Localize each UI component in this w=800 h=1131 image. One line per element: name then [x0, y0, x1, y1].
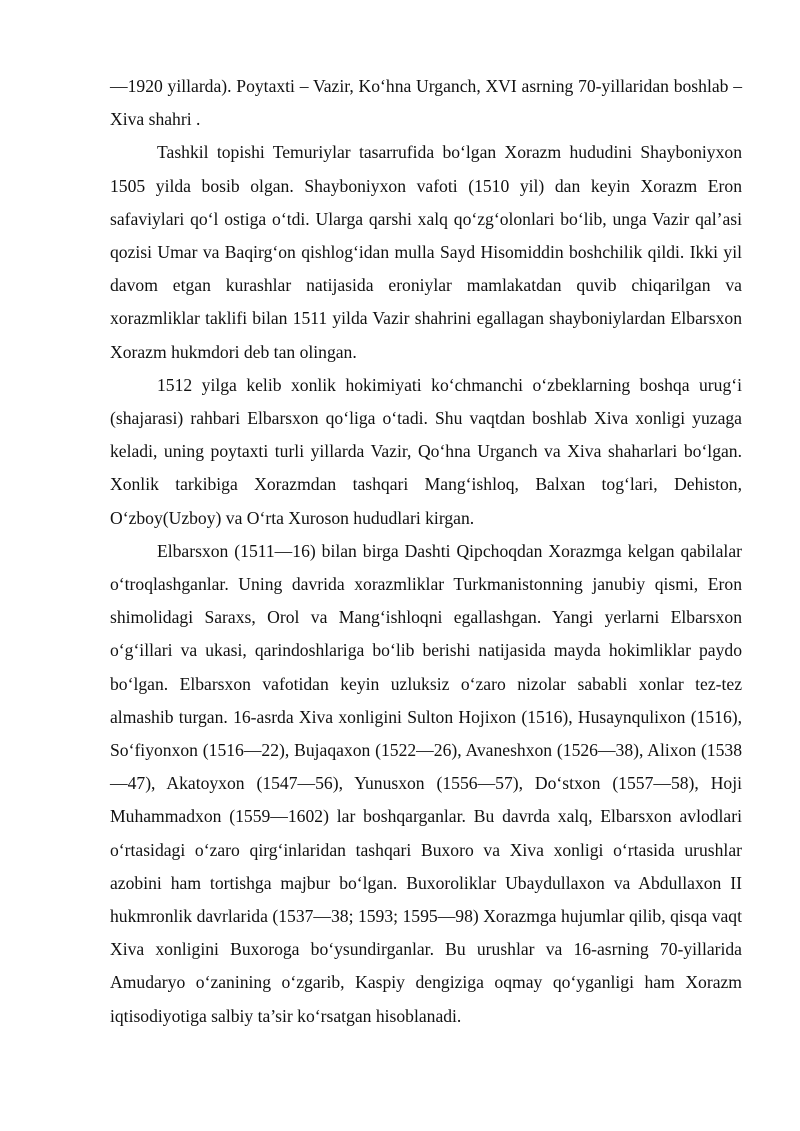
paragraph-founding: Tashkil topishi Temuriylar tasarrufida bo‘lgan Xorazm hududini Shayboniyxon 1505 yilda bosib olgan. Shayboniyxon vafoti (1510 yil) dan keyin Xorazm Eron safaviylari qo‘l ostiga o‘tdi. Ularga qarshi xalq qo‘zg‘olonlari bo‘lib, unga Vazir qal’asi qozisi Umar va Baqirg‘on qishlog‘idan mulla Sayd Hisomiddin boshchilik qildi. Ikki yil davom etgan kurashlar natijasida eroniylar mamlakatdan quvib chiqarilgan va xorazmliklar taklifi bilan 1511 yilda Vazir shahrini egallagan shayboniylardan Elbarsxon Xorazm hukmdori deb tan olingan.	[110, 142, 742, 362]
document-page	[110, 70, 742, 1033]
paragraph-elbarskhan-rule: Elbarsxon (1511—16) bilan birga Dashti Qipchoqdan Xorazmga kelgan qabilalar o‘troqlashganlar. Uning davrida xorazmliklar Turkmanistonning janubiy qismi, Eron shimolidagi Saraxs, Orol va Mang‘ishloqni egallashgan. Yangi yerlarni Elbarsxon o‘g‘illari va ukasi, qarindoshlariga bo‘lib berishi natijasida mayda hokimliklar paydo bo‘lgan. Elbarsxon vafotidan keyin uzluksiz o‘zaro nizolar sababli xonlar tez-tez almashib turgan. 16-asrda Xiva xonligini Sulton Hojixon (1516), Husaynqulixon (1516), So‘fiyonxon (1516—22), Bujaqaxon (1522—26), Avaneshxon (1526—38), Alixon (1538—47), Akatoyxon (1547—56), Yunusxon (1556—57), Do‘stxon (1557—58), Hoji Muhammadxon (1559—1602) lar boshqarganlar. Bu davrda xalq, Elbarsxon avlodlari o‘rtasidagi o‘zaro qirg‘inlaridan tashqari Buxoro va Xiva xonligi o‘rtasida urushlar azobini ham tortishga majbur bo‘lgan. Buxoroliklar Ubaydullaxon va Abdullaxon II hukmronlik davrlarida (1537—38; 1593; 1595—98) Xorazmga hujumlar qilib, qisqa vaqt Xiva xonligini Buxoroga bo‘ysundirganlar. Bu urushlar va 16-asrning 70-yillarida Amudaryo o‘zanining o‘zgarib, Kaspiy dengiziga oqmay qo‘yganligi ham Xorazm iqtisodiyotiga salbiy ta’sir ko‘rsatgan hisoblanadi.	[110, 540, 742, 1026]
paragraph-continuation: —1920 yillarda). Poytaxti – Vazir, Ko‘hna Urganch, XVI asrning 70-yillaridan boshlab – Xiva shahri .	[110, 76, 742, 130]
paragraph-khanate-formation: 1512 yilga kelib xonlik hokimiyati ko‘chmanchi o‘zbeklarning boshqa urug‘i (shajarasi) rahbari Elbarsxon qo‘liga o‘tadi. Shu vaqtdan boshlab Xiva xonligi yuzaga keladi, uning poytaxti turli yillarda Vazir, Qo‘hna Urganch va Xiva shaharlari bo‘lgan. Xonlik tarkibiga Xorazmdan tashqari Mang‘ishloq, Balxan tog‘lari, Dehiston, O‘zboy(Uzboy) va O‘rta Xuroson hududlari kirgan.	[110, 374, 742, 528]
